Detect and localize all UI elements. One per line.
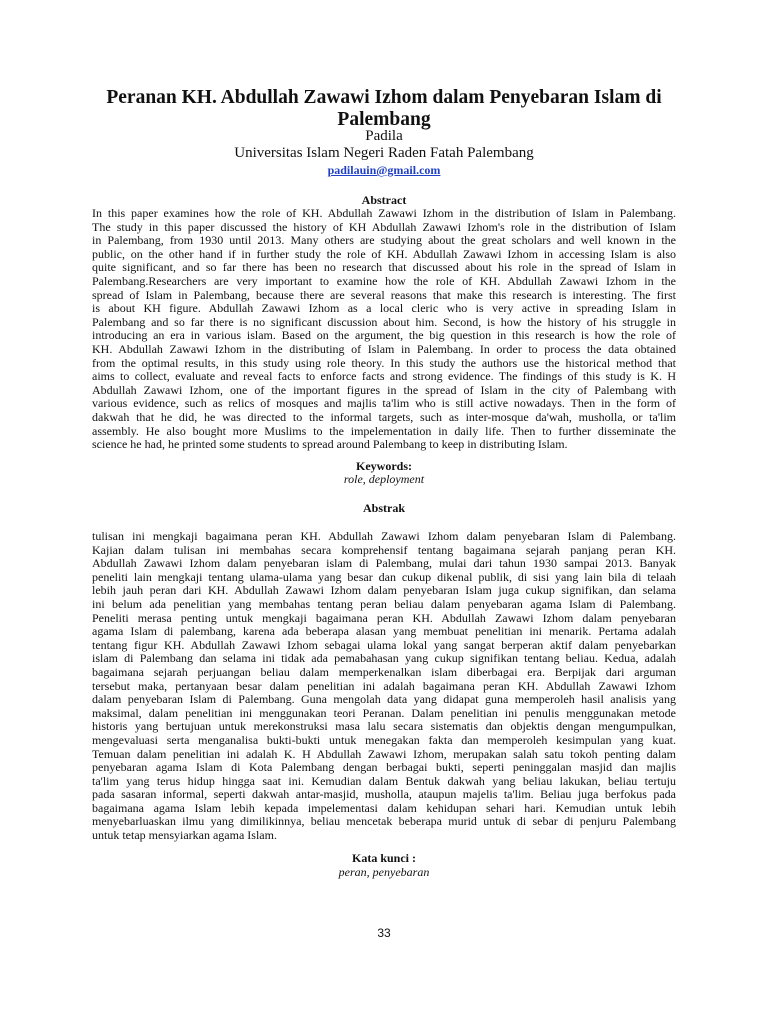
body-line: mengevaluasi serta menganalisa bukti-bukti untuk menegakan fakta dan memperoleh kesimpulan yang kuat. <box>92 733 676 747</box>
body-line: Temuan dalam penelitian ini adalah K. H Abdullah Zawawi Izhom, merupakan salah satu tokoh penting dalam <box>92 747 676 761</box>
body-line: science he had, he printed some students to spread around Palembang to keep in distributing Islam. <box>92 438 568 452</box>
abstrak-body <box>92 530 676 843</box>
body-line: quite significant, and so far there has been no research that discussed about his role in the spread of Islam in <box>92 261 676 275</box>
author-affiliation: Universitas Islam Negeri Raden Fatah Palembang <box>234 145 534 161</box>
body-line: assembly. He also bought more Muslims to the impelementation in daily life. Then to further disseminate the <box>92 424 676 438</box>
body-line: pada sasaran informal, seperti dakwah antar-masjid, musholla, ataupun majelis ta'lim. Beliau juga berfokus pada <box>92 788 676 802</box>
body-line: Peneliti merasa penting untuk mengkaji bagaimana peran KH. Abdullah Zawawi Izhom dalam penyebaran <box>92 611 676 625</box>
body-line: from the optimal results, in this study using role theory. In this study the authors use the historical method that <box>92 356 676 370</box>
abstract-body <box>92 207 676 452</box>
body-line: agama Islam di palembang, karena ada beberapa alasan yang membuat penelitian ini menarik. Pertama adalah <box>92 625 676 639</box>
body-line: peneliti lain mengkaji tentang ulama-ulama yang besar dan cukup dikenal publik, di sisi yang lain bila di telaah <box>92 570 676 584</box>
abstrak-heading: Abstrak <box>362 501 405 515</box>
body-line: In this paper examines how the role of KH. Abdullah Zawawi Izhom in the distribution of Islam in Palembang. <box>92 207 676 220</box>
body-line: bagaimana sejarah perjuangan beliau dalam memperkenalkan islam diberbagai era. Berpijak dari arguman <box>92 665 676 679</box>
body-line: in Palembang, from 1930 until 2013. Many others are studying about the great scholars and well known in the <box>92 234 676 248</box>
body-line: islam di Palembang dan selama ini tidak ada pemabahasan yang cukup signifikan tentang beliau. Kedua, adalah <box>92 652 676 666</box>
body-line: untuk tetap mensyiarkan agama Islam. <box>92 829 277 843</box>
body-line: lebih jauh peran dari KH. Abdullah Zawawi Izhom dalam penyebaran Islam juga cukup signifikan, dan selama <box>92 584 676 598</box>
paper-title <box>92 87 676 131</box>
body-line: KH. Abdullah Zawawi Izhom in the distributing of Islam in Palembang. In order to process the data obtained <box>92 342 676 356</box>
body-line: Kajian dalam tulisan ini membahas secara komprehensif tentang bagaimana sejarah panjang peran KH. <box>92 543 676 557</box>
body-line: dalam penyebaran Islam di Palembang. Guna mengolah data yang didapat guna memperoleh hasil analisis yang <box>92 693 676 707</box>
body-line: is about KH figure. Abdullah Zawawi Izhom as a local cleric who is very active in spreading Islam in <box>92 302 676 316</box>
body-line: various evidence, such as relics of mosques and majlis ta'lim who is still active nowadays. Then in the form of <box>92 397 676 411</box>
title-line: Peranan KH. Abdullah Zawawi Izhom dalam Penyebaran Islam di <box>106 87 662 108</box>
body-line: ta'lim yang terus hidup hingga saat ini. Kemudian dalam Bentuk dakwah yang beliau lakukan, beliau tertuju <box>92 774 676 788</box>
body-line: The study in this paper discussed the history of KH Abdullah Zawawi Izhom's role in the distribution of Islam <box>92 220 676 234</box>
body-line: tentang figur KH. Abdullah Zawawi Izhom sebagai ulama lokal yang sangat berperan aktif dalam penyebarkan <box>92 638 676 652</box>
body-line: tulisan ini mengkaji bagaimana peran KH. Abdullah Zawawi Izhom dalam penyebaran Islam di Palembang. <box>92 530 676 543</box>
title-line: Palembang <box>337 109 431 130</box>
body-line: tersebut maka, pertanyaan besar dalam penelitian ini adalah bagaimana peran KH. Abdullah Zawawi Izhom <box>92 679 676 693</box>
body-line: introducing an era in various islam. Based on the argument, the big question in this research is how the role of <box>92 329 676 343</box>
body-line: historis yang bertujuan untuk merekonstruksi masa lalu secara sistematis dan objektis dengan mengumpulkan, <box>92 720 676 734</box>
body-line: Palembang.Researchers are very important to examine how the role of KH. Abdullah Zawawi Izhom in the <box>92 274 676 288</box>
kata-kunci-text: peran, penyebaran <box>338 865 430 879</box>
kata-kunci-heading: Kata kunci : <box>351 851 416 865</box>
body-line: spread of Islam in Palembang, because there are several reasons that make this research is interesting. The first <box>92 288 676 302</box>
body-line: dakwah that he did, he was directed to the informal targets, such as inter-mosque da'wah, musholla, or ta'lim <box>92 410 676 424</box>
body-line: public, on the other hand if in further study the role of KH. Abdullah Zawawi Izhom in accessing Islam is also <box>92 247 676 261</box>
body-line: menyebarluaskan ilmu yang dimilikinnya, beliau mencetak beberapa murid untuk di sebar di penjuru Palembang <box>92 815 676 829</box>
body-line: aims to collect, evaluate and reveal facts to enforce facts and strong evidence. The findings of this study is K. H <box>92 370 676 384</box>
author-name: Padila <box>365 128 403 144</box>
body-line: Abdullah Zawawi Izhom dalam penyebaran islam di Palembang, mulai dari tahun 1930 sampai 2013. Banyak <box>92 557 676 571</box>
body-line: penyebaran agama Islam di Kota Palembang dengan berbagai bukti, seperti peninggalan masjid dan majlis <box>92 761 676 775</box>
body-line: Palembang and so far there is no significant discussion about him. Second, is how the history of his struggle in <box>92 315 676 329</box>
page-number: 33 <box>377 926 391 940</box>
body-line: Abdullah Zawawi Izhom, one of the important figures in the spread of Islam in the city of Palembang with <box>92 383 676 397</box>
keywords-text: role, deployment <box>343 472 425 486</box>
body-line: ini belum ada penelitian yang membahas tentang peran beliau dalam penyebaran agama Islam di Palembang. <box>92 597 676 611</box>
body-line: maksimal, dalam penelitian ini menggunakan teori Peranan. Dalam penelitian ini penulis menggunakan metode <box>92 706 676 720</box>
abstract-heading: Abstract <box>361 193 407 207</box>
author-email-link[interactable]: padilauin@gmail.com <box>327 163 441 177</box>
body-line: bagaimana agama Islam lebih kepada impelementasi dalam kehidupan sehari hari. Kemudian untuk lebih <box>92 801 676 815</box>
keywords-heading: Keywords: <box>356 459 412 473</box>
